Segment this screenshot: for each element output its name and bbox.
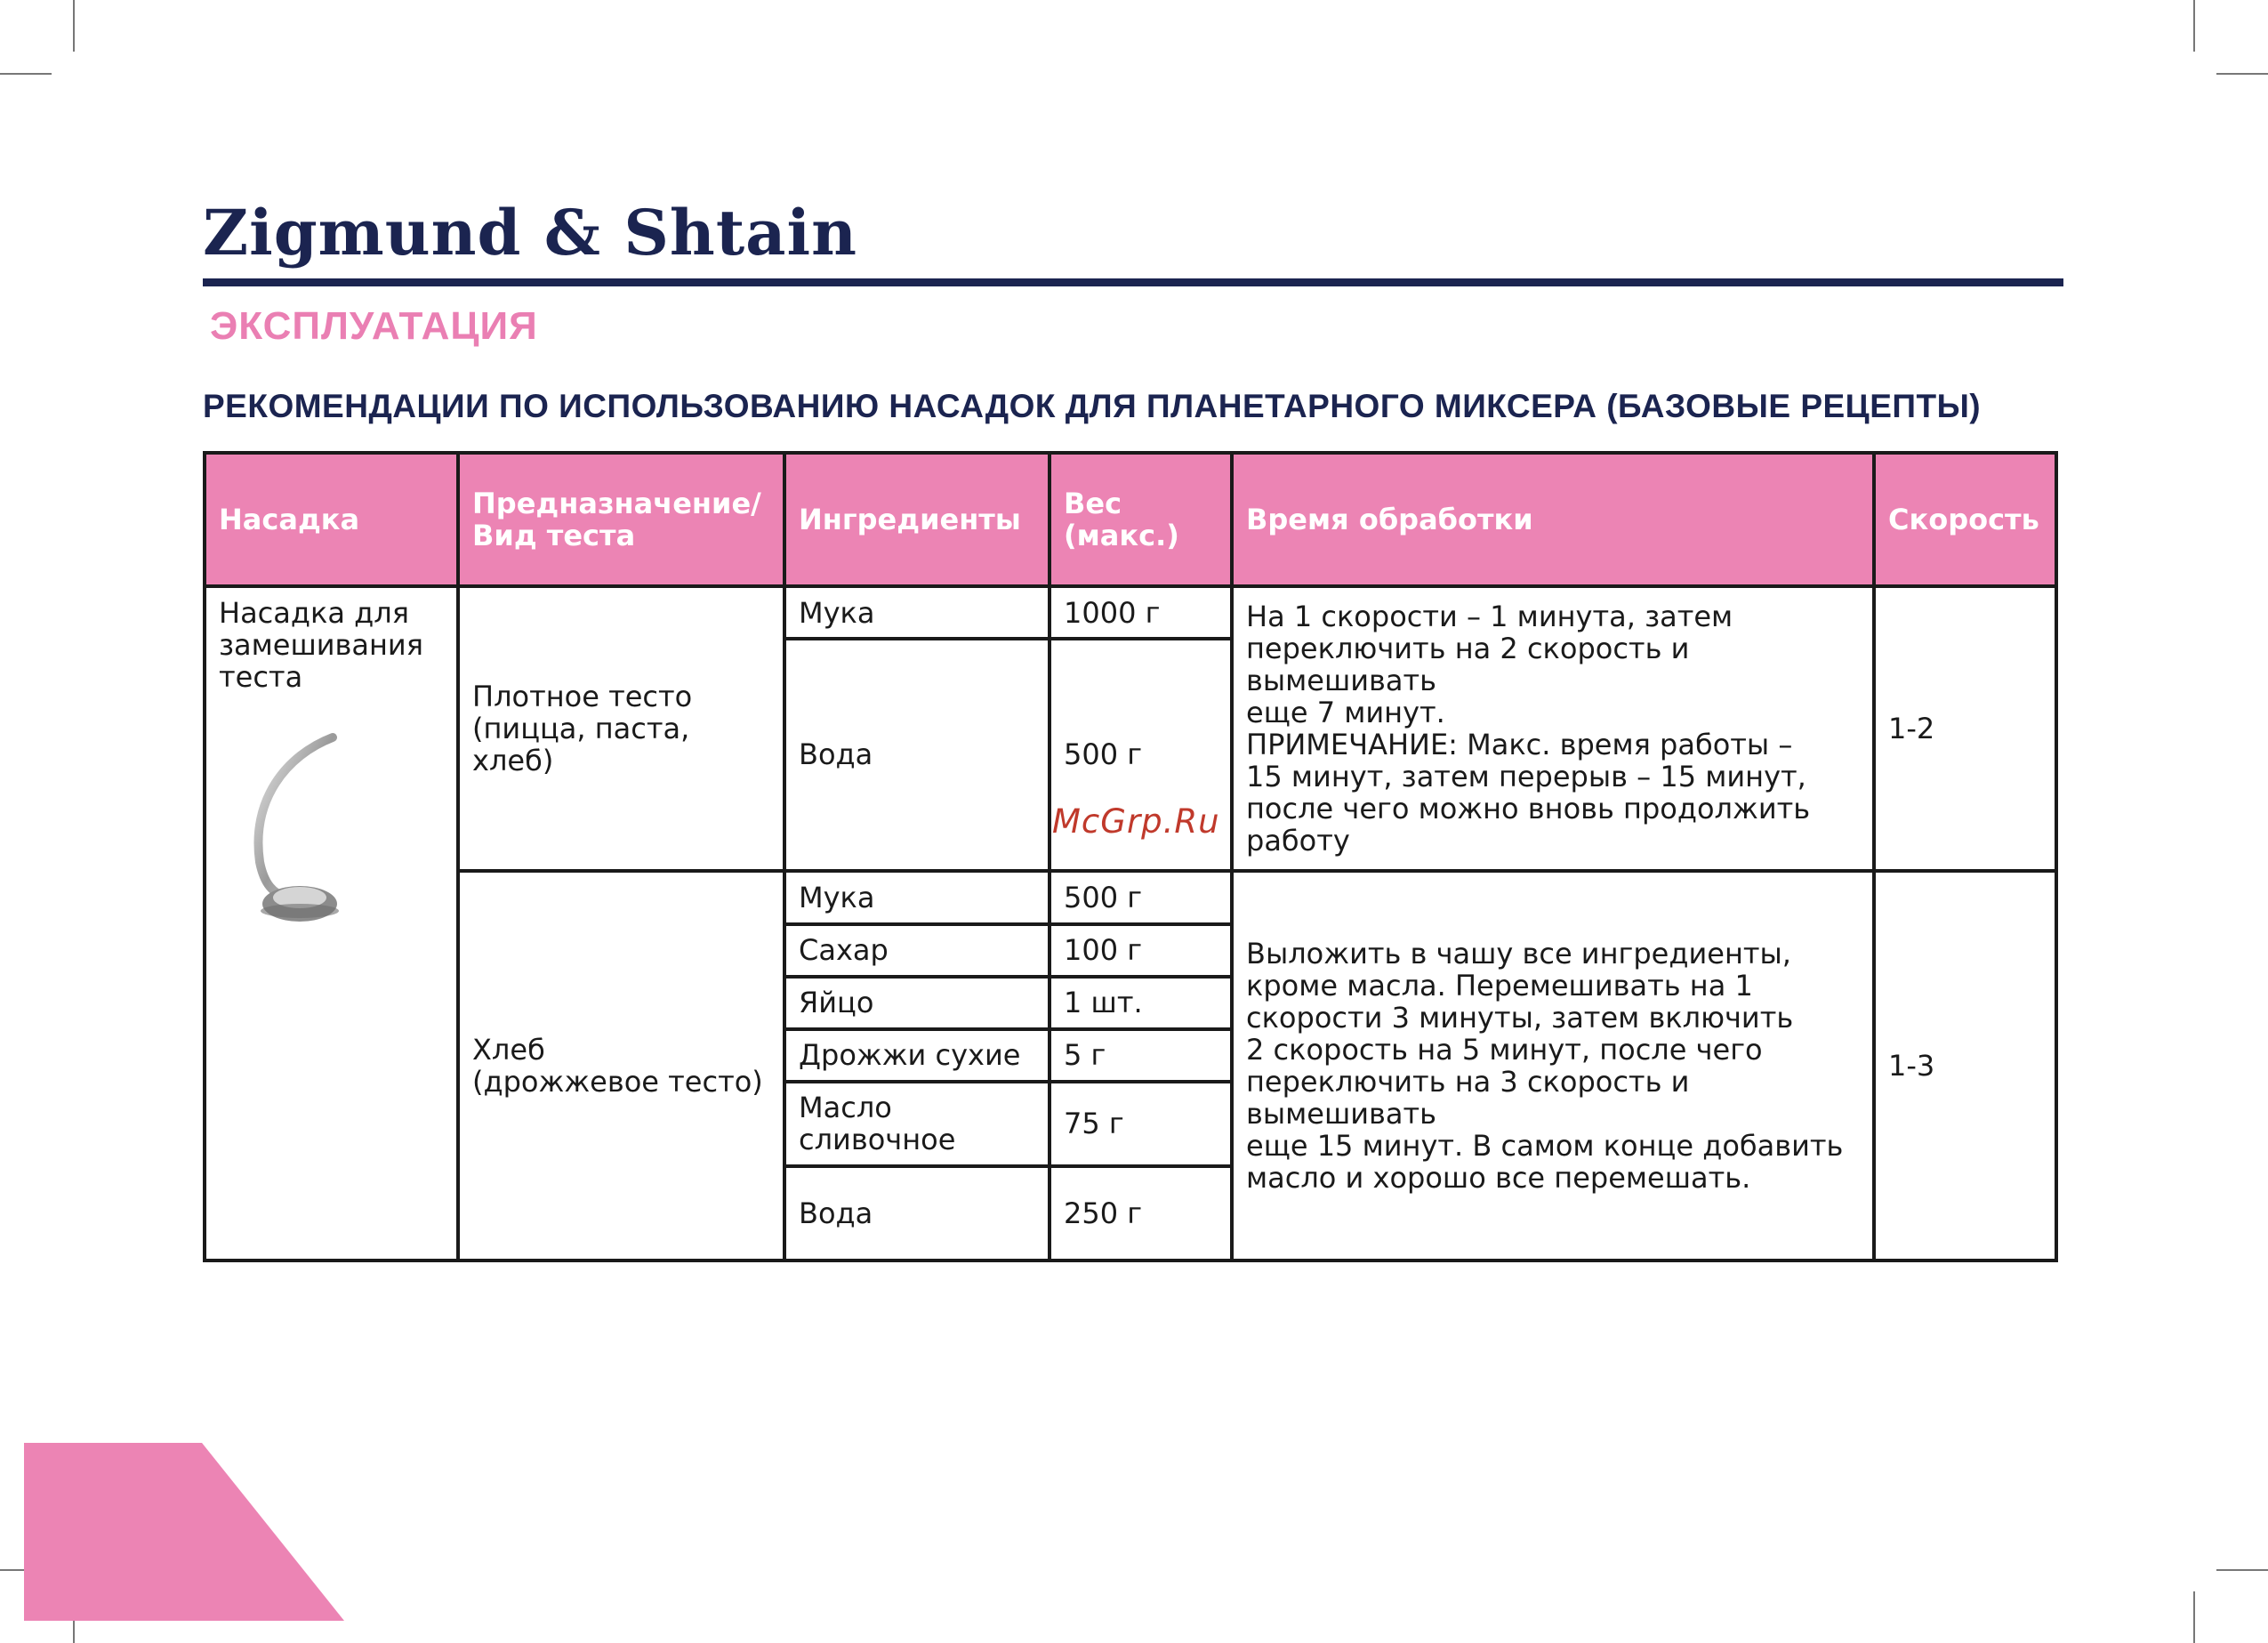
- weight-cell: 100 г: [1050, 924, 1232, 977]
- table-header-row: [205, 453, 2056, 586]
- brand-logo: Zigmund & Shtain: [203, 196, 857, 270]
- ingredient-cell: Масло сливочное: [784, 1082, 1050, 1166]
- header-purpose: Предназначение/ Вид теста: [458, 453, 784, 586]
- ingredient-cell: Сахар: [784, 924, 1050, 977]
- ingredient-cell: Вода: [784, 639, 1050, 870]
- attachment-cell: [205, 586, 458, 1260]
- header-weight: Вес (макс.): [1050, 453, 1232, 586]
- crop-mark: [2193, 0, 2195, 52]
- time-cell: Выложить в чашу все ингредиенты, кроме масла. Перемешивать на 1 скорости 3 минуты, затем включить 2 скорость на 5 минут, после чего переключить на 3 скорость и вымешивать еще 15 минут. В самом конце добавить масло и хорошо все перемешать.: [1232, 871, 1874, 1261]
- ingredient-cell: Яйцо: [784, 977, 1050, 1029]
- ingredient-cell: Вода: [784, 1166, 1050, 1260]
- header-attachment: Насадка: [205, 453, 458, 586]
- header-rule: [203, 278, 2063, 286]
- weight-cell: 1 шт.: [1050, 977, 1232, 1029]
- crop-mark: [2193, 1591, 2195, 1643]
- crop-mark: [0, 73, 52, 75]
- header-speed: Скорость: [1874, 453, 2056, 586]
- weight-cell: 5 г: [1050, 1029, 1232, 1082]
- dough-hook-icon: [224, 729, 366, 933]
- speed-cell: 1-3: [1874, 871, 2056, 1261]
- crop-mark: [73, 0, 75, 52]
- ingredient-cell: Мука: [784, 586, 1050, 639]
- purpose-cell: Хлеб (дрожжевое тесто): [458, 871, 784, 1261]
- ingredient-cell: Мука: [784, 871, 1050, 924]
- table-row: [205, 586, 2056, 639]
- page-corner-tab: [24, 1443, 344, 1621]
- attachment-name: Насадка для замешивания теста: [219, 596, 423, 695]
- header-time: Время обработки: [1232, 453, 1874, 586]
- crop-mark: [2216, 73, 2268, 75]
- crop-mark: [2216, 1569, 2268, 1571]
- ingredient-cell: Дрожжи сухие: [784, 1029, 1050, 1082]
- header-ingredients: Ингредиенты: [784, 453, 1050, 586]
- weight-cell: 250 г: [1050, 1166, 1232, 1260]
- weight-cell: 75 г: [1050, 1082, 1232, 1166]
- watermark: McGrp.Ru: [1052, 802, 1220, 841]
- weight-cell: 500 г: [1050, 639, 1232, 870]
- section-title: ЭКСПЛУАТАЦИЯ: [210, 304, 538, 348]
- speed-cell: 1-2: [1874, 586, 2056, 870]
- purpose-cell: Плотное тесто (пицца, паста, хлеб): [458, 586, 784, 870]
- weight-cell: 500 г: [1050, 871, 1232, 924]
- recipe-table: [203, 451, 2055, 1262]
- table-row: [205, 871, 2056, 924]
- page-subtitle: РЕКОМЕНДАЦИИ ПО ИСПОЛЬЗОВАНИЮ НАСАДОК ДЛЯ ПЛАНЕТАРНОГО МИКСЕРА (БАЗОВЫЕ РЕЦЕПТЫ): [203, 388, 1982, 424]
- weight-cell: 1000 г: [1050, 586, 1232, 639]
- time-cell: На 1 скорости – 1 минута, затем переключить на 2 скорость и вымешивать еще 7 минут. ПРИМЕЧАНИЕ: Макс. время работы – 15 минут, затем перерыв – 15 минут, после чего можно вновь продолжить работу: [1232, 586, 1874, 870]
